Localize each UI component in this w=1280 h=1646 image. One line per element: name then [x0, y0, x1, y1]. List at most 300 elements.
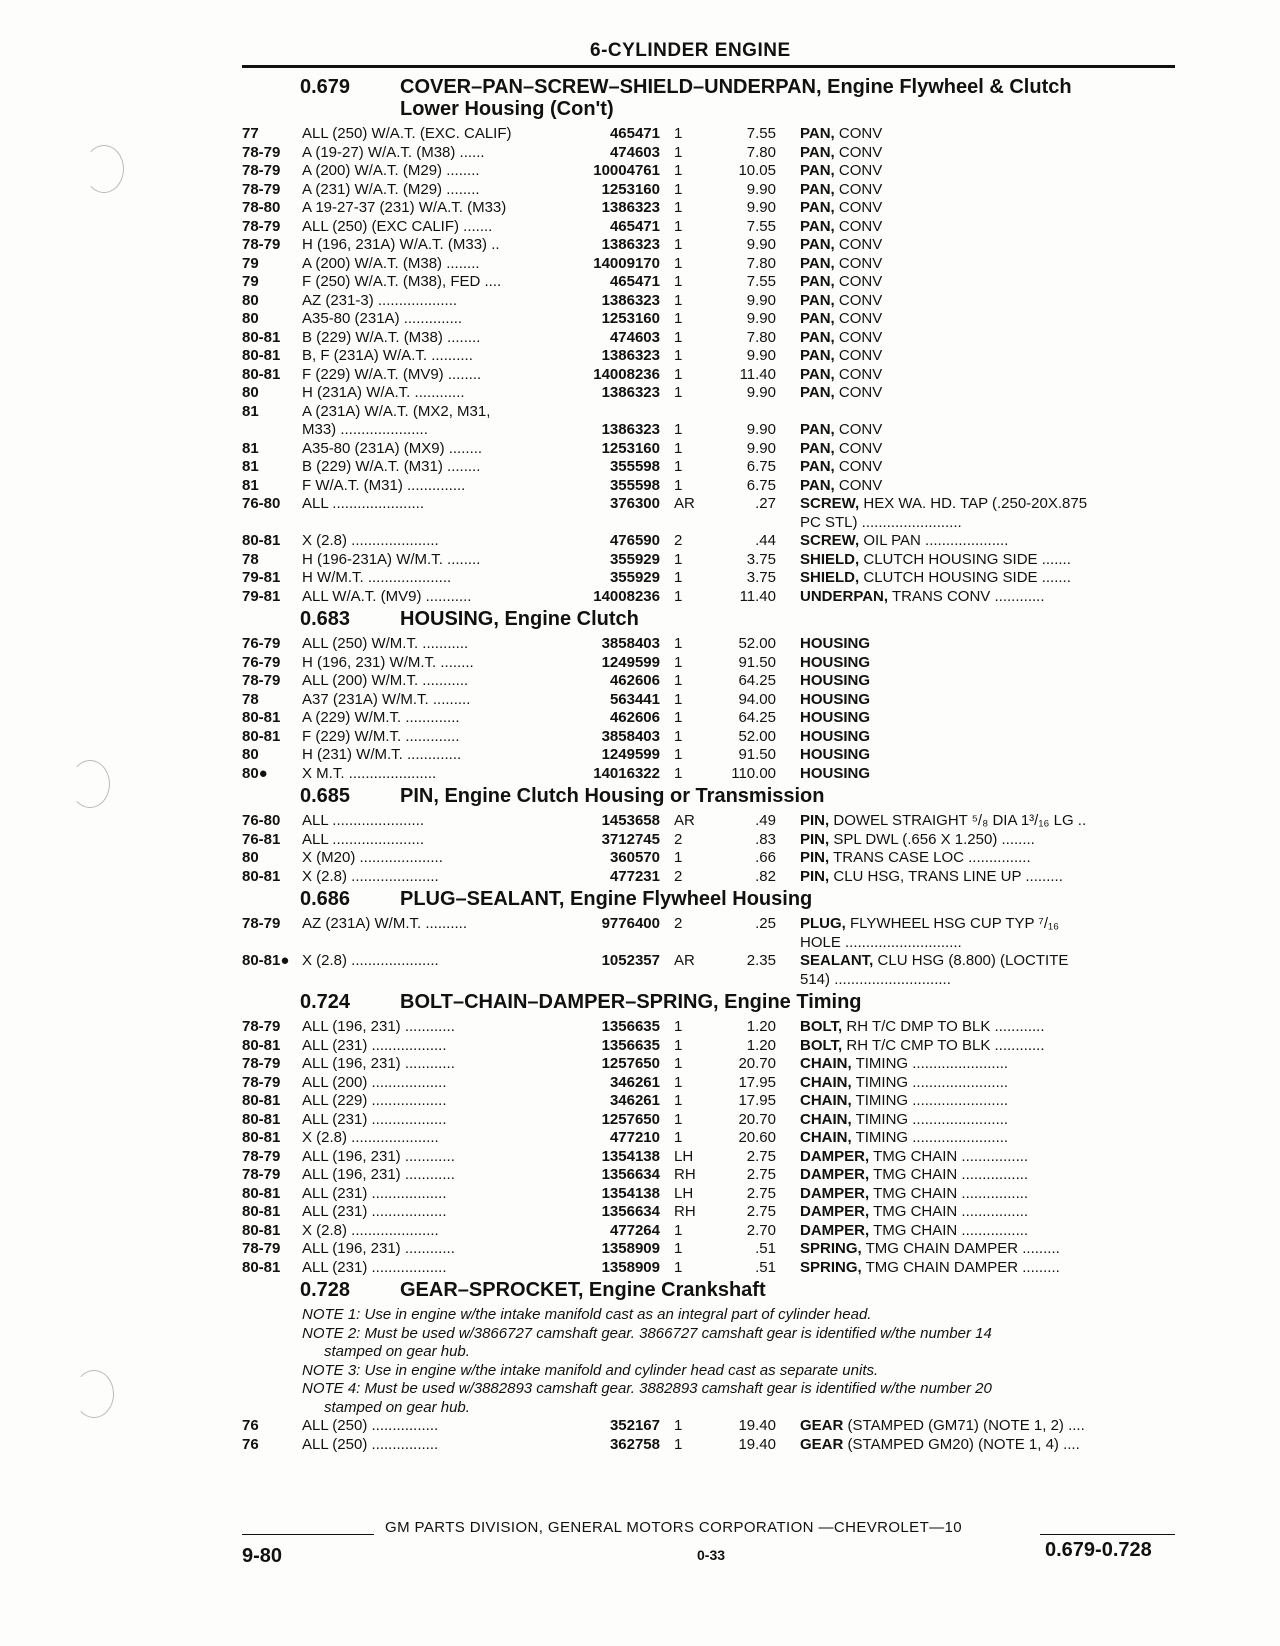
parts-row: [242, 125, 1182, 144]
part-number: 376300: [609, 495, 660, 512]
description: [776, 1166, 1182, 1185]
parts-row: [242, 495, 1182, 514]
application: H W/M.T. ....................: [302, 569, 452, 586]
quantity: 1: [674, 310, 683, 327]
parts-row: [242, 635, 1182, 654]
application: F (229) W/A.T. (MV9) ........: [302, 365, 482, 383]
part-number: 9776400: [601, 915, 660, 932]
price: 94.00: [738, 690, 776, 708]
price: [716, 971, 776, 990]
description-detail: RH T/C CMP TO BLK ............: [846, 1036, 1045, 1054]
description-noun: SPRING,: [800, 1240, 862, 1257]
description-detail: CONV: [838, 310, 883, 327]
description-noun: PAN,: [800, 365, 835, 383]
application: F (229) W/M.T. .............: [302, 727, 460, 745]
application: AZ (231A) W/M.T. ..........: [302, 915, 468, 932]
parts-row: [242, 1148, 1182, 1167]
part-number: 346261: [609, 1073, 660, 1091]
quantity: 1: [674, 439, 683, 457]
application: ALL W/A.T. (MV9) ...........: [302, 587, 472, 605]
model-years: 81: [242, 476, 259, 494]
description-detail: SPL DWL (.656 X 1.250) ........: [833, 830, 1035, 848]
parts-row: [242, 440, 1182, 459]
part-number: 1386323: [601, 384, 660, 401]
section-title: [400, 991, 1182, 1013]
section-heading: [242, 888, 1182, 910]
model-years: 79: [242, 254, 259, 272]
description-noun: CHAIN,: [800, 1092, 852, 1109]
description: [776, 1417, 1182, 1436]
description-noun: PAN,: [800, 199, 835, 216]
part-number: 477231: [609, 867, 660, 885]
quantity: 1: [674, 1036, 683, 1054]
application: ALL (250) ................: [302, 1435, 439, 1453]
description-detail: TIMING .......................: [855, 1092, 1009, 1109]
description: [776, 1055, 1182, 1074]
description-detail: TIMING .......................: [855, 1055, 1009, 1072]
model-years: 80-81: [242, 1092, 281, 1109]
price: 9.90: [746, 236, 776, 253]
part-number: 14008236: [593, 365, 660, 383]
description-noun: CHAIN,: [800, 1073, 852, 1091]
parts-row: [242, 1074, 1182, 1093]
footer-section-range: 0.679-0.728: [1045, 1539, 1152, 1561]
application: A35-80 (231A) (MX9) ........: [302, 439, 483, 457]
description-noun: GEAR: [800, 1435, 844, 1453]
application: X (2.8) .....................: [302, 532, 439, 549]
part-number: 1356635: [601, 1018, 660, 1035]
description-detail: CONV: [838, 273, 883, 290]
model-years: 80-81: [242, 1036, 281, 1054]
application: A35-80 (231A) ..............: [302, 310, 463, 327]
description-noun: SHIELD,: [800, 569, 860, 586]
description-detail: CONV: [838, 347, 883, 364]
section-title-line: PIN, Engine Clutch Housing or Transmission: [400, 785, 825, 807]
application: ALL (231) ..................: [302, 1203, 447, 1220]
description-noun: CHAIN,: [800, 1055, 852, 1072]
description-detail: CLU HSG, TRANS LINE UP .........: [833, 867, 1063, 885]
description-detail: DOWEL STRAIGHT ⁵/₈ DIA 1³/₁₆ LG ..: [833, 812, 1087, 829]
description: [776, 458, 1182, 477]
description-noun: CHAIN,: [800, 1110, 852, 1128]
quantity: 1: [674, 384, 683, 401]
parts-row: [242, 199, 1182, 218]
description: [776, 218, 1182, 237]
part-number: 1386323: [601, 421, 660, 438]
description-detail: TRANS CASE LOC ...............: [833, 849, 1031, 866]
parts-row: [242, 765, 1182, 784]
section-number: 0.683: [300, 608, 351, 630]
description-detail: TMG CHAIN ................: [873, 1184, 1029, 1202]
parts-row: [242, 569, 1182, 588]
description: [776, 273, 1182, 292]
description-noun: CHAIN,: [800, 1129, 852, 1146]
model-years: 78-79: [242, 1055, 281, 1072]
price: 20.70: [738, 1055, 776, 1072]
section-heading: [242, 76, 1182, 120]
parts-row: [242, 1436, 1182, 1455]
quantity: 1: [674, 236, 683, 253]
part-number: 474603: [609, 328, 660, 346]
application: X (2.8) .....................: [302, 1221, 439, 1239]
description-noun: PIN,: [800, 812, 830, 829]
section-title-line: BOLT–CHAIN–DAMPER–SPRING, Engine Timing: [400, 991, 862, 1013]
quantity: 1: [674, 1055, 683, 1072]
quantity: 1: [674, 653, 683, 671]
section-title: [400, 1279, 1182, 1301]
description-detail: CONV: [838, 217, 883, 235]
part-number: 14009170: [593, 254, 660, 272]
model-years: 78-79: [242, 217, 281, 235]
price: 91.50: [738, 653, 776, 671]
description-detail: CONV: [838, 125, 883, 142]
quantity: 1: [674, 1435, 683, 1453]
footer-date: 9-80: [242, 1545, 283, 1567]
part-number: 14008236: [593, 587, 660, 605]
model-years: 80-81: [242, 532, 281, 549]
description-detail: CONV: [838, 476, 883, 494]
note-text: NOTE 1: Use in engine w/the intake manifold cast as an integral part of cylinder head.: [302, 1306, 872, 1323]
price: .25: [755, 915, 776, 932]
parts-row: [242, 868, 1182, 887]
application: A (200) W/A.T. (M29) ........: [302, 162, 480, 179]
application: A (229) W/M.T. .............: [302, 709, 460, 726]
model-years: 80-81: [242, 1129, 281, 1146]
part-number: 352167: [609, 1417, 660, 1434]
model-years: 78: [242, 550, 259, 568]
quantity: 1: [674, 421, 683, 438]
description-noun: PAN,: [800, 143, 835, 161]
part-number: 1386323: [601, 291, 660, 309]
parts-row: [242, 709, 1182, 728]
model-years: 80-81: [242, 1221, 281, 1239]
part-number: 362758: [609, 1435, 660, 1453]
quantity: 1: [674, 746, 683, 763]
description-detail: CONV: [838, 291, 883, 309]
section-heading: [242, 1279, 1182, 1301]
part-number: 1386323: [601, 199, 660, 216]
model-years: 76-80: [242, 495, 281, 512]
part-number: [572, 403, 660, 422]
parts-row: [242, 292, 1182, 311]
quantity: [660, 971, 716, 990]
quantity: [660, 514, 716, 533]
model-years: 76: [242, 1435, 259, 1453]
description-detail: CONV: [838, 199, 883, 216]
price: 6.75: [746, 476, 776, 494]
description-noun: PIN,: [800, 849, 830, 866]
application: A37 (231A) W/M.T. .........: [302, 690, 471, 708]
price: 20.70: [738, 1110, 776, 1128]
description: [776, 1259, 1182, 1278]
model-years: 80-81: [242, 727, 281, 745]
parts-row: [242, 181, 1182, 200]
part-number: 1356634: [601, 1203, 660, 1220]
application: B (229) W/A.T. (M31) ........: [302, 458, 481, 475]
part-number: 1356634: [601, 1166, 660, 1183]
price: [716, 514, 776, 533]
price: 7.80: [746, 254, 776, 272]
application: ALL (231) ..................: [302, 1184, 447, 1202]
application: ALL (231) ..................: [302, 1036, 447, 1054]
model-years: [242, 934, 302, 953]
parts-row: [242, 1055, 1182, 1074]
application: M33) .....................: [302, 421, 428, 438]
quantity: 1: [674, 1073, 683, 1091]
price: 2.75: [746, 1147, 776, 1165]
parts-row: [242, 1092, 1182, 1111]
parts-row: [242, 728, 1182, 747]
price: 7.55: [746, 125, 776, 142]
price: 19.40: [738, 1417, 776, 1434]
parts-row: [242, 915, 1182, 934]
price: 7.55: [746, 273, 776, 290]
parts-row: [242, 218, 1182, 237]
price: .27: [755, 495, 776, 512]
application: X (M20) ....................: [302, 849, 443, 866]
application: B (229) W/A.T. (M38) ........: [302, 328, 481, 346]
application: X (2.8) .....................: [302, 952, 439, 969]
part-number: 346261: [609, 1092, 660, 1109]
description: [776, 1222, 1182, 1241]
quantity: 1: [674, 1110, 683, 1128]
description: [776, 310, 1182, 329]
description-detail: CONV: [838, 365, 883, 383]
parts-row: [242, 812, 1182, 831]
description: [776, 831, 1182, 850]
price: 17.95: [738, 1092, 776, 1109]
application: ALL (231) ..................: [302, 1110, 447, 1128]
application: ALL (196, 231) ............: [302, 1240, 455, 1257]
parts-row: [242, 477, 1182, 496]
model-years: 80-81: [242, 1184, 281, 1202]
part-number: 355929: [609, 569, 660, 586]
application: X M.T. .....................: [302, 764, 437, 782]
description-detail: 514) ............................: [800, 970, 951, 988]
parts-row: [242, 691, 1182, 710]
description: [776, 1148, 1182, 1167]
punch-hole: [84, 145, 124, 193]
parts-row: [242, 551, 1182, 570]
model-years: 80-81: [242, 709, 281, 726]
price: 1.20: [746, 1036, 776, 1054]
description-noun: GEAR: [800, 1417, 844, 1434]
description: [776, 347, 1182, 366]
part-number: 465471: [609, 273, 660, 290]
model-years: 78-79: [242, 915, 281, 932]
model-years: 76-79: [242, 635, 281, 652]
application: ALL (196, 231) ............: [302, 1055, 455, 1072]
part-number: 477210: [609, 1129, 660, 1146]
application: X (2.8) .....................: [302, 867, 439, 885]
description: [776, 1129, 1182, 1148]
note-text: NOTE 3: Use in engine w/the intake manifold and cylinder head cast as separate units.: [302, 1361, 879, 1379]
description-noun: PAN,: [800, 347, 835, 364]
section-title: [400, 785, 1182, 807]
model-years: 78-79: [242, 162, 281, 179]
punch-hole: [70, 760, 110, 808]
description-noun: PAN,: [800, 421, 835, 438]
parts-row: [242, 255, 1182, 274]
part-number: 1356635: [601, 1036, 660, 1054]
application: A (231A) W/A.T. (MX2, M31,: [302, 402, 491, 420]
quantity: 1: [674, 727, 683, 745]
quantity: 1: [674, 347, 683, 364]
quantity: 2: [674, 532, 683, 549]
description: [776, 1111, 1182, 1130]
part-number: [572, 934, 660, 953]
parts-row: [242, 1222, 1182, 1241]
model-years: 80-81: [242, 1203, 281, 1220]
part-number: 3858403: [601, 727, 660, 745]
quantity: 1: [674, 254, 683, 272]
parts-row: [242, 1185, 1182, 1204]
quantity: 1: [674, 764, 683, 782]
model-years: 80-81: [242, 365, 281, 383]
part-number: 1253160: [601, 439, 660, 457]
description-detail: OIL PAN ....................: [863, 532, 1009, 549]
quantity: 1: [674, 1240, 683, 1257]
price: 11.40: [739, 365, 776, 383]
quantity: RH: [674, 1203, 696, 1220]
description-noun: PAN,: [800, 236, 835, 253]
price: 9.90: [746, 347, 776, 364]
section-heading: [242, 991, 1182, 1013]
note-text: stamped on gear hub.: [324, 1343, 470, 1360]
model-years: 80-81: [242, 347, 281, 364]
catalog-content: [242, 74, 1182, 1454]
description: [776, 635, 1182, 654]
price: 9.90: [746, 421, 776, 438]
model-years: 78-79: [242, 143, 281, 161]
parts-row: [242, 273, 1182, 292]
model-years: 78-79: [242, 180, 281, 198]
part-number: 1354138: [601, 1184, 660, 1202]
description-detail: CONV: [838, 143, 883, 161]
quantity: 1: [674, 273, 683, 290]
part-number: 10004761: [593, 162, 660, 179]
description: [776, 162, 1182, 181]
price: 20.60: [738, 1129, 776, 1146]
model-years: 76-79: [242, 653, 281, 671]
quantity: 1: [674, 849, 683, 866]
part-number: 462606: [609, 709, 660, 726]
quantity: 1: [674, 162, 683, 179]
description: [776, 672, 1182, 691]
section-number: 0.724: [300, 991, 351, 1013]
description-noun: HOUSING: [800, 653, 871, 671]
part-number: 355598: [609, 476, 660, 494]
description-detail: TIMING .......................: [855, 1129, 1009, 1146]
application: A (231) W/A.T. (M29) ........: [302, 180, 480, 198]
part-number: 465471: [609, 217, 660, 235]
quantity: 1: [674, 1221, 683, 1239]
section-title: [400, 76, 1182, 120]
description-detail: (STAMPED (GM71) (NOTE 1, 2) ....: [847, 1417, 1085, 1434]
description: [776, 952, 1182, 971]
description-detail: CONV: [838, 180, 883, 198]
part-number: 1358909: [601, 1240, 660, 1257]
section-title-line: Lower Housing (Con't): [400, 98, 614, 120]
section-title: [400, 608, 1182, 630]
quantity: [660, 934, 716, 953]
model-years: 78-80: [242, 199, 281, 216]
description: [776, 1436, 1182, 1455]
application: H (196-231A) W/M.T. ........: [302, 550, 481, 568]
description: [776, 181, 1182, 200]
description: [776, 588, 1182, 607]
parts-row: [242, 347, 1182, 366]
part-number: 474603: [609, 143, 660, 161]
application: ALL (196, 231) ............: [302, 1166, 455, 1183]
application: ALL (229) ..................: [302, 1092, 447, 1109]
parts-row: [242, 849, 1182, 868]
quantity: 1: [674, 180, 683, 198]
description-detail: CONV: [838, 236, 883, 253]
description-detail: TMG CHAIN ................: [873, 1203, 1029, 1220]
description: [776, 934, 1182, 953]
model-years: 80-81: [242, 1110, 281, 1128]
description-noun: PAN,: [800, 476, 835, 494]
description: [776, 709, 1182, 728]
description: [776, 765, 1182, 784]
quantity: 2: [674, 867, 683, 885]
model-years: 78-79: [242, 1166, 281, 1183]
description: [776, 329, 1182, 348]
description: [776, 440, 1182, 459]
application: A (19-27) W/A.T. (M38) ......: [302, 143, 485, 161]
punch-hole: [74, 1370, 114, 1418]
model-years: 80: [242, 310, 259, 327]
description: [776, 255, 1182, 274]
model-years: 80-81: [242, 1258, 281, 1276]
description-detail: PC STL) ........................: [800, 513, 962, 531]
quantity: 1: [674, 635, 683, 652]
part-number: 1249599: [601, 746, 660, 763]
description-detail: TIMING .......................: [855, 1073, 1009, 1091]
application: ALL (250) W/M.T. ...........: [302, 635, 469, 652]
description: [776, 1185, 1182, 1204]
description-noun: SHIELD,: [800, 550, 860, 568]
parts-row: [242, 654, 1182, 673]
description: [776, 514, 1182, 533]
quantity: 1: [674, 143, 683, 161]
part-number: [572, 514, 660, 533]
description-detail: RH T/C DMP TO BLK ............: [846, 1018, 1045, 1035]
quantity: 1: [674, 587, 683, 605]
model-years: 80-81●: [242, 952, 290, 969]
model-years: 78-79: [242, 1240, 281, 1257]
description-noun: DAMPER,: [800, 1184, 870, 1202]
parts-row: [242, 514, 1182, 533]
description-noun: BOLT,: [800, 1036, 843, 1054]
section-number: 0.728: [300, 1279, 351, 1301]
price: 7.55: [746, 217, 776, 235]
parts-row: [242, 1417, 1182, 1436]
title-rule: [242, 65, 1175, 68]
description-noun: HOUSING: [800, 672, 871, 689]
description: [776, 477, 1182, 496]
model-years: 80●: [242, 764, 268, 782]
price: 9.90: [746, 291, 776, 309]
description: [776, 551, 1182, 570]
parts-row: [242, 672, 1182, 691]
description-detail: TMG CHAIN DAMPER .........: [865, 1258, 1060, 1276]
description: [776, 849, 1182, 868]
parts-row: [242, 1037, 1182, 1056]
quantity: AR: [674, 952, 695, 969]
model-years: 80-81: [242, 328, 281, 346]
